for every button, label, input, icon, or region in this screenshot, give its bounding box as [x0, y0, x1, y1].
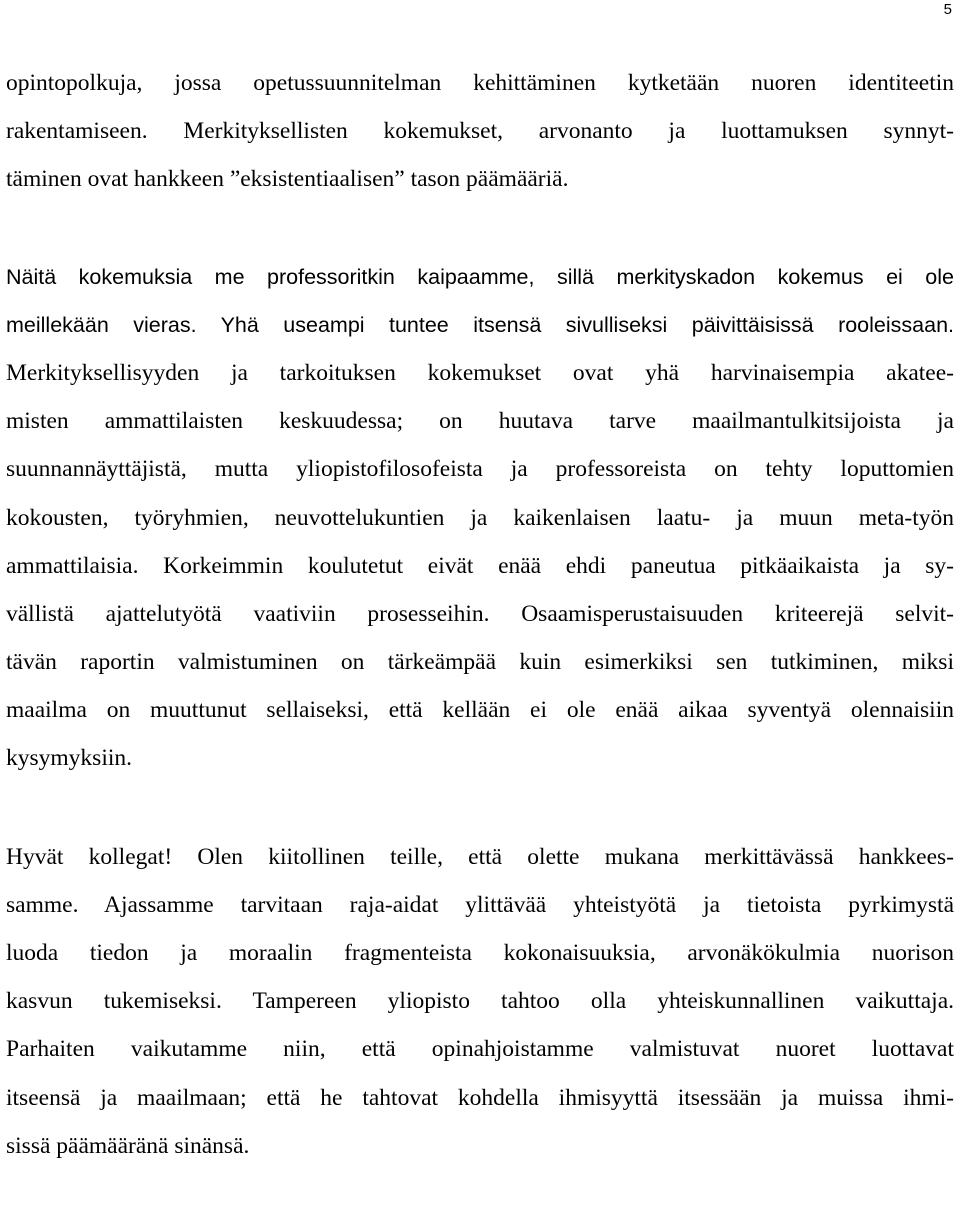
text-line: kysymyksiin. — [6, 745, 133, 772]
text-line: sissä päämääränä sinänsä. — [6, 1132, 250, 1159]
text-line: tävän raportin valmistuminen on tärkeämpää kuin esimerkiksi sen tutkiminen, miksi — [6, 649, 954, 676]
text-line: Merkityksellisyyden ja tarkoituksen kokemukset ovat yhä harvinaisempia akatee- — [6, 359, 954, 386]
text-line: maailma on muuttunut sellaiseksi, että kellään ei ole enää aikaa syventyä olennaisiin — [6, 697, 954, 724]
text-line: ammattilaisia. Korkeimmin koulutetut eivät enää ehdi paneutua pitkäaikaista ja sy- — [6, 552, 954, 579]
paragraph-1 — [6, 59, 954, 204]
text-line: luoda tiedon ja moraalin fragmenteista kokonaisuuksia, arvonäkökulmia nuorison — [6, 940, 954, 966]
paragraph-2 — [6, 349, 954, 783]
paragraph-spacer — [6, 783, 954, 833]
text-line: misten ammattilaisten keskuudessa; on huutava tarve maailmantulkitsijoista ja — [6, 408, 954, 435]
text-line: vällistä ajattelutyötä vaativiin prosesseihin. Osaamisperustaisuuden kriteerejä selvit- — [6, 600, 954, 627]
text-line: Näitä kokemuksia me professoritkin kaipaamme, sillä merkityskadon kokemus ei ole — [6, 264, 954, 289]
text-line: Hyvät kollegat! Olen kiitollinen teille, että olette mukana merkittävässä hankkees- — [6, 843, 954, 870]
document-body — [6, 59, 954, 1170]
text-line: samme. Ajassamme tarvitaan raja-aidat ylittävää yhteistyötä ja tietoista pyrkimystä — [6, 891, 954, 918]
text-line: opintopolkuja, jossa opetussuunnitelman kehittäminen kytketään nuoren identiteetin — [6, 70, 954, 96]
text-line: suunnannäyttäjistä, mutta yliopistofilosofeista ja professoreista on tehty loputtomien — [6, 456, 954, 483]
page-number: 5 — [943, 1, 952, 18]
text-line: kokousten, työryhmien, neuvottelukuntien ja kaikenlaisen laatu- ja muun meta-työn — [6, 504, 954, 531]
text-line: rakentamiseen. Merkityksellisten kokemukset, arvonanto ja luottamuksen synnyt- — [6, 118, 954, 145]
paragraph-spacer — [6, 204, 954, 253]
text-line: meillekään vieras. Yhä useampi tuntee itsensä sivulliseksi päivittäisissä rooleissaan. — [6, 312, 954, 337]
paragraph-2-intro — [6, 253, 954, 349]
text-line: Parhaiten vaikutamme niin, että opinahjoistamme valmistuvat nuoret luottavat — [6, 1036, 954, 1063]
paragraph-3 — [6, 833, 954, 1170]
text-line: täminen ovat hankkeen ”eksistentiaalisen” tason päämääriä. — [6, 166, 569, 193]
text-line: kasvun tukemiseksi. Tampereen yliopisto tahtoo olla yhteiskunnallinen vaikuttaja. — [6, 988, 954, 1015]
text-line: itseensä ja maailmaan; että he tahtovat kohdella ihmisyyttä itsessään ja muissa ihmi- — [6, 1084, 954, 1111]
